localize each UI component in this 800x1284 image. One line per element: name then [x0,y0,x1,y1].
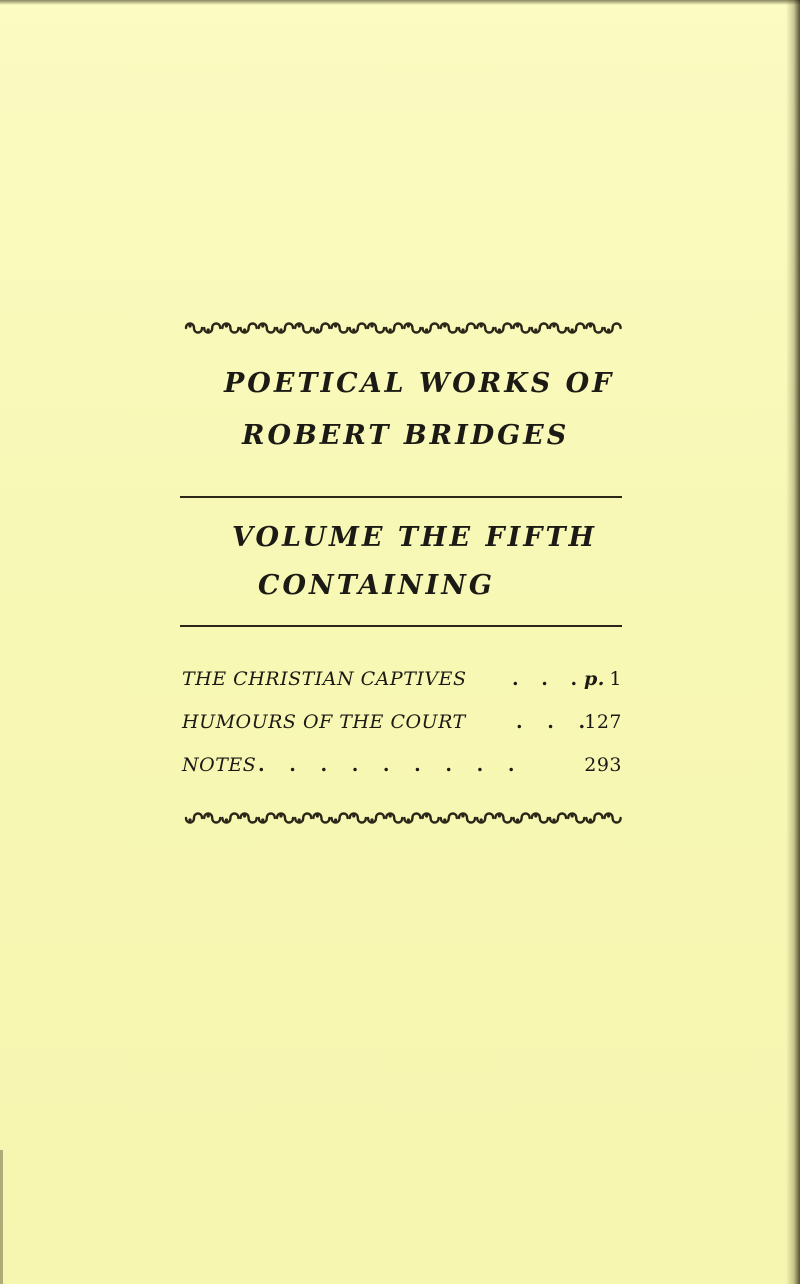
ornament-dot [225,818,228,821]
ornament-curl [605,324,621,333]
ornament-dot [589,818,592,821]
ornament-curl [313,324,329,333]
ornament-dot [425,328,428,331]
toc-entry-page: 1 [609,668,622,690]
ornament-curl [550,814,566,823]
ornament-dot [389,328,392,331]
ornament-dot [298,324,301,327]
ornament-curl [241,814,257,823]
ornament-curl [441,324,457,333]
ornament-dot [334,324,337,327]
ornament-curl [350,814,366,823]
ornament-curl [277,814,293,823]
toc-entry-page: 293 [584,754,622,776]
toc-leader-dots: . . . [516,711,586,733]
ornament-dot [188,324,191,327]
ornament-curl [423,324,439,333]
ornament-curl [495,814,511,823]
ornament-dot [225,324,228,327]
ornament-curl [532,814,548,823]
toc-entry-page: 127 [584,711,622,733]
book-title-line-2: ROBERT BRIDGES [242,420,570,451]
ornament-dot [571,328,574,331]
ornament-curl [404,814,420,823]
ornament-dot [334,818,337,821]
ornament-dot [243,328,246,331]
ornament-curl [204,324,220,333]
ornament-dot [316,328,319,331]
ornament-dot [407,324,410,327]
ornament-dot [607,814,610,817]
ornament-curl [332,814,348,823]
ornament-curl [186,324,202,333]
ornament-dot [534,814,537,817]
top-ornament-icon [184,318,622,338]
ornament-curl [313,814,329,823]
bottom-ornament-icon [184,808,622,828]
ornament-dot [407,818,410,821]
ornament-curl [368,324,384,333]
ornament-dot [443,324,446,327]
ornament-dot [443,818,446,821]
toc-entry [182,711,622,741]
ornament-curl [222,814,238,823]
ornament-curl [459,324,475,333]
toc-entry [182,754,622,784]
page-top-shadow [0,0,800,5]
ornament-dot [552,818,555,821]
ornament-dot [279,328,282,331]
ornament-curl [441,814,457,823]
ornament-curl [404,324,420,333]
toc-entry [182,668,622,698]
ornament-curl [204,814,220,823]
ornament-dot [461,328,464,331]
ornament-curl [514,814,530,823]
ornament-curl [532,324,548,333]
ornament-curl [568,324,584,333]
ornament-dot [261,324,264,327]
ornament-curl [222,324,238,333]
page-left-edge [0,1150,3,1284]
ornament-dot [534,328,537,331]
ornament-curl [550,324,566,333]
ornament-dot [207,814,210,817]
ornament-dot [279,814,282,817]
ornament-curl [423,814,439,823]
ornament-dot [243,814,246,817]
ornament-dot [461,814,464,817]
ornament-dot [207,328,210,331]
ornament-curl [332,324,348,333]
ornament-dot [607,328,610,331]
ornament-dot [498,328,501,331]
ornament-curl [477,814,493,823]
page-right-edge [786,0,800,1284]
ornament-dot [370,324,373,327]
ornament-curl [386,814,402,823]
ornament-curl [586,814,602,823]
toc-entry-title: THE CHRISTIAN CAPTIVES [182,668,467,690]
toc-entry-title: HUMOURS OF THE COURT [182,711,466,733]
ornament-dot [261,818,264,821]
toc-page-prefix: p. [584,668,605,690]
divider-rule-bottom [180,625,622,627]
ornament-dot [480,324,483,327]
ornament-dot [425,814,428,817]
ornament-curl [514,324,530,333]
divider-rule-top [180,496,622,498]
ornament-dot [516,818,519,821]
ornament-curl [568,814,584,823]
ornament-curl [259,814,275,823]
ornament-curl [459,814,475,823]
ornament-dot [552,324,555,327]
ornament-dot [298,818,301,821]
toc-leader-dots: . . . . . . . . . [258,754,515,776]
ornament-dot [316,814,319,817]
ornament-dot [498,814,501,817]
ornament-dot [188,818,191,821]
ornament-curl [586,324,602,333]
toc-entry-title: NOTES [182,754,257,776]
ornament-dot [571,814,574,817]
ornament-dot [352,814,355,817]
ornament-curl [241,324,257,333]
ornament-dot [480,818,483,821]
ornament-curl [605,814,621,823]
ornament-curl [350,324,366,333]
ornament-curl [477,324,493,333]
ornament-curl [386,324,402,333]
ornament-curl [186,814,202,823]
ornament-curl [295,814,311,823]
toc-leader-dots: . . . [512,668,578,690]
ornament-curl [259,324,275,333]
ornament-curl [495,324,511,333]
ornament-curl [368,814,384,823]
ornament-dot [589,324,592,327]
containing-line: CONTAINING [258,570,495,601]
ornament-curl [277,324,293,333]
ornament-dot [389,814,392,817]
book-title-line-1: POETICAL WORKS OF [224,368,615,399]
ornament-curl [295,324,311,333]
volume-line: VOLUME THE FIFTH [232,522,598,553]
ornament-dot [516,324,519,327]
ornament-dot [352,328,355,331]
ornament-dot [370,818,373,821]
